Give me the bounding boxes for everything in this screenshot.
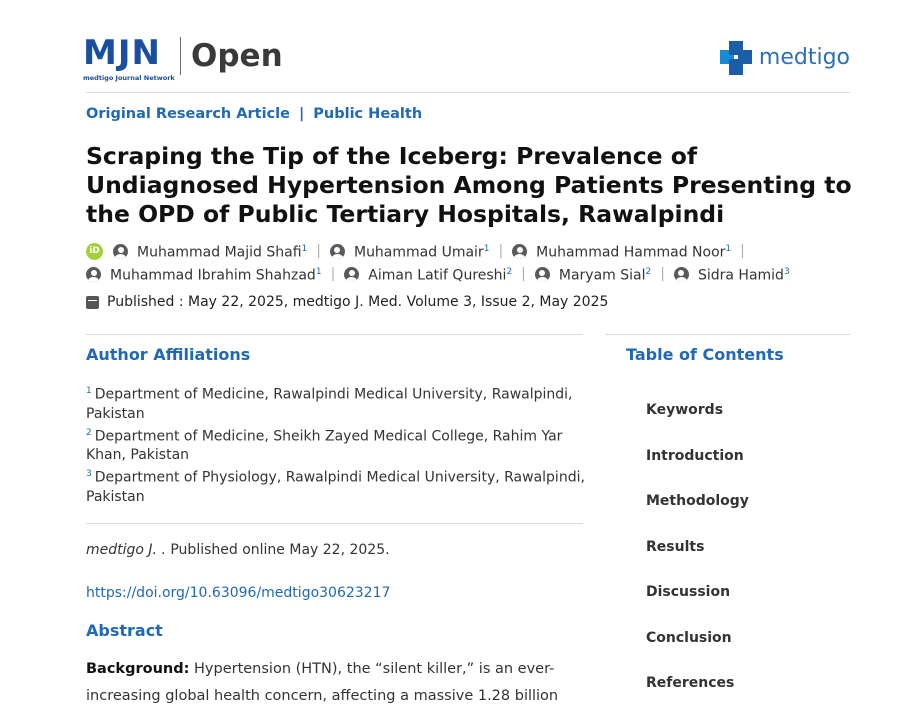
affiliations-list (86, 382, 586, 507)
medtigo-logo[interactable] (720, 40, 850, 76)
article-category-link[interactable]: Public Health (313, 106, 423, 122)
open-logo-text: Open (191, 38, 283, 74)
author-name[interactable]: Sidra Hamid$^3$ (697, 267, 790, 284)
publication-info (86, 294, 608, 310)
citation-line (86, 542, 390, 558)
abstract-heading: Abstract (86, 621, 163, 640)
header-divider (86, 92, 850, 93)
abstract-body: Hypertension (HTN), the “silent killer,” is an ever-increasing global health concern, affecting a massive 1.28 billion (86, 661, 559, 704)
author-separator: | (316, 243, 321, 259)
author-name[interactable]: Aiman Latif Qureshi$^2$ (368, 267, 513, 284)
person-icon (86, 267, 101, 282)
toc-item-keywords[interactable]: Keywords (646, 402, 724, 418)
author-name[interactable]: Muhammad Majid Shafi$^1$ (137, 244, 308, 261)
doi-link[interactable]: https://doi.org/10.63096/medtigo30623217 (86, 585, 391, 601)
toc-item-introduction[interactable]: Introduction (646, 447, 744, 464)
author-list (86, 240, 856, 286)
author-line-1 (86, 240, 856, 263)
person-icon (535, 267, 550, 282)
author-name[interactable]: Muhammad Ibrahim Shahzad$^1$ (110, 267, 322, 284)
article-category (86, 106, 422, 122)
author-separator: | (521, 266, 526, 282)
orcid-icon[interactable]: iD (86, 243, 103, 260)
logo-divider (180, 37, 181, 75)
affiliation-item: $^2$ Department of Medicine, Sheikh Zayed Medical College, Rahim Yar Khan, Pakistan (86, 427, 563, 464)
journal-name: medtigo J. . (86, 542, 166, 558)
author-name[interactable]: Muhammad Hammad Noor$^1$ (536, 244, 732, 261)
section-divider (86, 334, 583, 335)
mjn-logo[interactable]: MJN (83, 33, 161, 73)
section-divider (86, 523, 583, 524)
toc-item-results[interactable]: Results (646, 538, 705, 555)
affiliation-item: $^1$ Department of Medicine, Rawalpindi Medical University, Rawalpindi, Pakistan (86, 386, 573, 422)
author-separator: | (330, 266, 336, 282)
author-separator: | (740, 243, 745, 259)
author-separator: | (498, 243, 504, 259)
toc-list (646, 400, 749, 707)
author-separator: | (660, 266, 665, 282)
online-date: Published online May 22, 2025. (170, 542, 390, 558)
affiliations-heading: Author Affiliations (86, 345, 251, 364)
toc-heading: Table of Contents (626, 345, 784, 364)
article-type-link[interactable]: Original Research Article (86, 106, 290, 122)
toc-item-methodology[interactable]: Methodology (646, 493, 749, 509)
toc-item-references[interactable]: References (646, 675, 735, 691)
calendar-icon (86, 296, 99, 309)
person-icon (512, 244, 527, 259)
toc-item-discussion[interactable]: Discussion (646, 584, 731, 600)
author-line-2 (86, 263, 856, 286)
mjn-logo-tagline: medtigo Journal Network (83, 74, 175, 82)
site-header (83, 34, 850, 82)
abstract-label: Background: (86, 661, 190, 677)
affiliation-item: $^3$ Department of Physiology, Rawalpindi Medical University, Rawalpindi, Pakistan (86, 469, 585, 505)
toc-item-conclusion[interactable]: Conclusion (646, 629, 732, 646)
abstract-text (86, 656, 586, 707)
person-icon (113, 244, 128, 259)
publication-text: Published : May 22, 2025, medtigo J. Med. Volume 3, Issue 2, May 2025 (107, 294, 609, 310)
author-name[interactable]: Maryam Sial$^2$ (558, 267, 652, 284)
person-icon (344, 267, 359, 282)
category-separator: | (298, 106, 305, 122)
toc-divider (605, 334, 850, 335)
person-icon (330, 244, 345, 259)
article-title: Scraping the Tip of the Iceberg: Prevalence of Undiagnosed Hypertension Among Patients Presenting to the OPD of Public Tertiary Hospitals, Rawalpindi (86, 142, 852, 228)
medtigo-logo-icon (720, 41, 754, 75)
person-icon (674, 267, 689, 282)
medtigo-logo-text: medtigo (758, 45, 850, 70)
author-name[interactable]: Muhammad Umair$^1$ (353, 244, 490, 261)
